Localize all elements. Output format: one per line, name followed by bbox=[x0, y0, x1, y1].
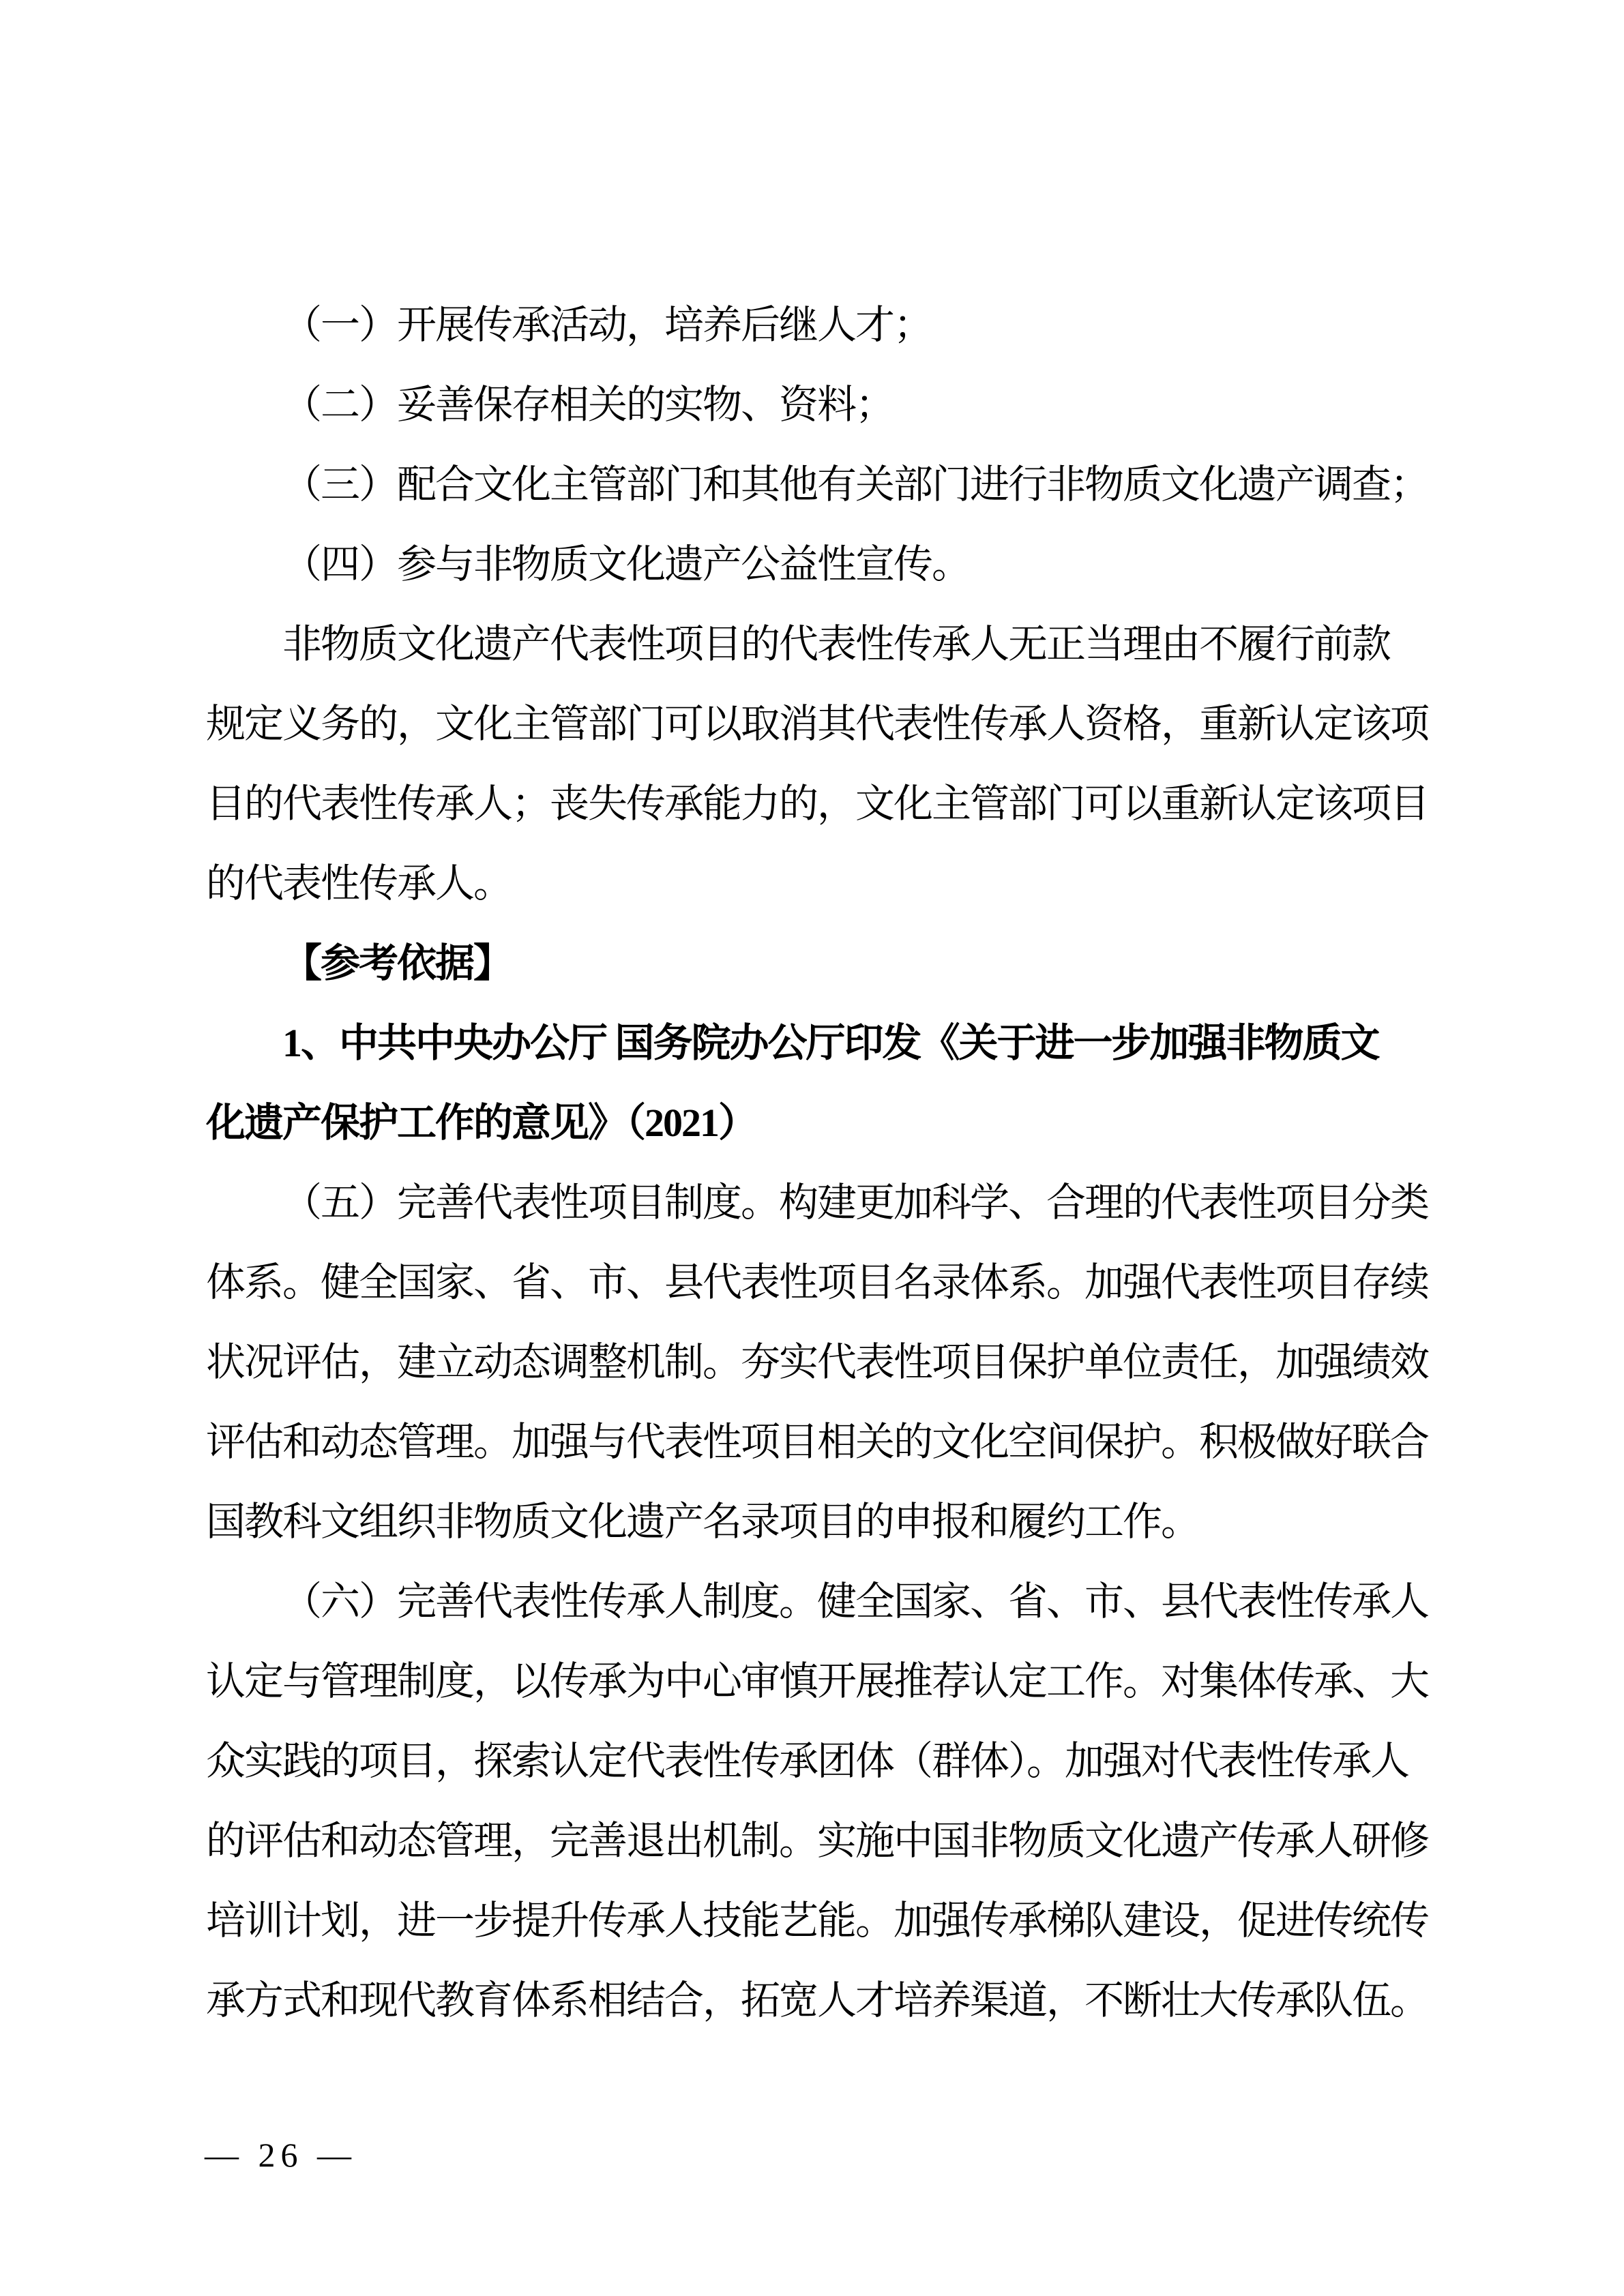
text-line-9: 【参考依据】 bbox=[282, 941, 512, 985]
text-line-19: 众实践的项目，探索认定代表性传承团体（群体）。加强对代表性传承人 bbox=[206, 1739, 1409, 1783]
text-line-12: （五）完善代表性项目制度。构建更加科学、合理的代表性项目分类 bbox=[282, 1180, 1429, 1225]
text-line-1: （一）开展传承活动，培养后继人才； bbox=[282, 303, 932, 347]
text-line-20: 的评估和动态管理，完善退出机制。实施中国非物质文化遗产传承人研修 bbox=[206, 1819, 1429, 1863]
text-line-14: 状况评估，建立动态调整机制。夯实代表性项目保护单位责任，加强绩效 bbox=[206, 1340, 1429, 1384]
text-line-8: 的代表性传承人。 bbox=[206, 861, 512, 906]
text-line-15: 评估和动态管理。加强与代表性项目相关的文化空间保护。积极做好联合 bbox=[206, 1420, 1429, 1464]
text-line-6: 规定义务的，文化主管部门可以取消其代表性传承人资格，重新认定该项 bbox=[206, 702, 1429, 746]
text-line-2: （二）妥善保存相关的实物、资料； bbox=[282, 383, 894, 427]
text-line-5: 非物质文化遗产代表性项目的代表性传承人无正当理由不履行前款 bbox=[282, 622, 1391, 666]
text-line-3: （三）配合文化主管部门和其他有关部门进行非物质文化遗产调查； bbox=[282, 462, 1429, 507]
text-line-17: （六）完善代表性传承人制度。健全国家、省、市、县代表性传承人 bbox=[282, 1579, 1429, 1624]
text-line-13: 体系。健全国家、省、市、县代表性项目名录体系。加强代表性项目存续 bbox=[206, 1260, 1429, 1304]
text-line-4: （四）参与非物质文化遗产公益性宣传。 bbox=[282, 542, 971, 586]
document-body bbox=[206, 285, 1428, 2040]
text-line-7: 目的代表性传承人；丧失传承能力的，文化主管部门可以重新认定该项目 bbox=[206, 781, 1429, 826]
text-line-18: 认定与管理制度，以传承为中心审慎开展推荐认定工作。对集体传承、大 bbox=[206, 1659, 1429, 1703]
text-line-11: 化遗产保护工作的意见》（2021） bbox=[206, 1101, 757, 1145]
text-line-22: 承方式和现代教育体系相结合，拓宽人才培养渠道，不断壮大传承队伍。 bbox=[206, 1978, 1429, 2023]
text-line-10: 1、中共中央办公厅 国务院办公厅印发《关于进一步加强非物质文 bbox=[282, 1021, 1379, 1065]
text-line-16: 国教科文组织非物质文化遗产名录项目的申报和履约工作。 bbox=[206, 1500, 1200, 1544]
text-line-21: 培训计划，进一步提升传承人技能艺能。加强传承梯队建设，促进传统传 bbox=[206, 1898, 1429, 1943]
page-number: — 26 — bbox=[205, 2136, 357, 2174]
